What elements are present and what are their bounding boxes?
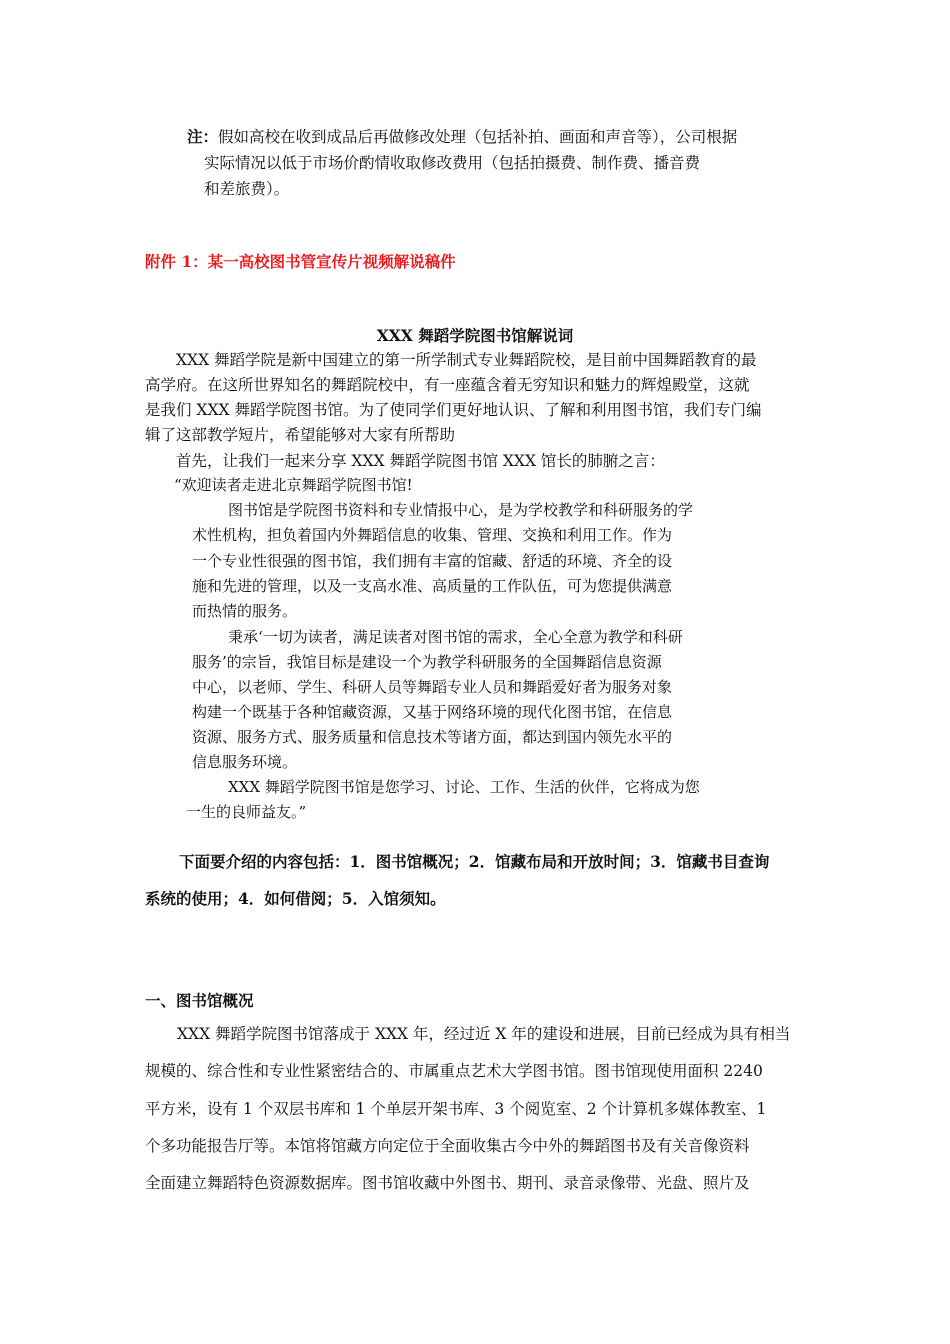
quote-line: 构建一个既基于各种馆藏资源，又基于网络环境的现代化图书馆，在信息 (192, 703, 673, 721)
doc-title: XXX 舞蹈学院图书馆解说词 (376, 326, 574, 345)
quote-line: 而热情的服务。 (192, 602, 298, 620)
contents-line: 下面要介绍的内容包括：1．图书馆概况；2．馆藏布局和开放时间；3．馆藏书目查询 (179, 852, 770, 871)
contents-line: 系统的使用；4．如何借阅；5．入馆须知。 (145, 889, 446, 908)
quote-line: 服务’的宗旨，我馆目标是建设一个为教学科研服务的全国舞蹈信息资源 (192, 653, 662, 671)
quote-line: 秉承‘一切为读者，满足读者对图书馆的需求，全心全意为教学和科研 (228, 628, 683, 646)
quote-line: 施和先进的管理，以及一支高水准、高质量的工作队伍，可为您提供满意 (192, 577, 673, 595)
quote-line: 中心，以老师、学生、科研人员等舞蹈专业人员和舞蹈爱好者为服务对象 (192, 678, 673, 696)
intro-line: 高学府。在这所世界知名的舞蹈院校中，有一座蕴含着无穷知识和魅力的辉煌殿堂，这就 (145, 376, 750, 394)
attachment-heading: 附件 1：某一高校图书管宣传片视频解说稿件 (145, 252, 456, 271)
quote-line: 一个专业性很强的图书馆，我们拥有丰富的馆藏、舒适的环境、齐全的设 (192, 552, 673, 570)
section-line: 全面建立舞蹈特色资源数据库。图书馆收藏中外图书、期刊、录音录像带、光盘、照片及 (145, 1174, 750, 1192)
section-line: 平方米，设有 1 个双层书库和 1 个单层开架书库、3 个阅览室、2 个计算机多媒体教室、1 (145, 1100, 767, 1118)
intro-line: 辑了这部教学短片，希望能够对大家有所帮助 (145, 426, 456, 444)
section-line: 规模的、综合性和专业性紧密结合的、市属重点艺术大学图书馆。图书馆现使用面积 2240 (145, 1062, 763, 1080)
section-line: XXX 舞蹈学院图书馆落成于 XXX 年，经过近 X 年的建设和进展，目前已经成为具有相当 (177, 1025, 791, 1043)
section-line: 个多功能报告厅等。本馆将馆藏方向定位于全面收集古今中外的舞蹈图书及有关音像资料 (145, 1137, 750, 1155)
note-line-3: 和差旅费）。 (204, 180, 290, 198)
lead-in: 首先，让我们一起来分享 XXX 舞蹈学院图书馆 XXX 馆长的肺腑之言： (176, 452, 665, 470)
quote-line: 图书馆是学院图书资料和专业情报中心，是为学校教学和科研服务的学 (228, 501, 694, 519)
note-text-1: 假如高校在收到成品后再做修改处理（包括补拍、画面和声音等），公司根据 (218, 128, 738, 146)
intro-line: 是我们 XXX 舞蹈学院图书馆。为了使同学们更好地认识、了解和利用图书馆，我们专门编 (145, 401, 762, 419)
quote-line: XXX 舞蹈学院图书馆是您学习、讨论、工作、生活的伙伴，它将成为您 (228, 778, 700, 796)
quote-line: 信息服务环境。 (192, 753, 298, 771)
section-heading: 一、图书馆概况 (145, 991, 254, 1010)
note-line-2: 实际情况以低于市场价酌情收取修改费用（包括拍摄费、制作费、播音费 (204, 154, 701, 172)
intro-line: XXX 舞蹈学院是新中国建立的第一所学制式专业舞蹈院校，是目前中国舞蹈教育的最 (176, 351, 757, 369)
quote-line: 一生的良师益友。” (186, 803, 307, 821)
note-line-1 (187, 127, 737, 147)
note-label: 注： (187, 127, 219, 146)
quote-line: 术性机构，担负着国内外舞蹈信息的收集、管理、交换和利用工作。作为 (192, 526, 673, 544)
quote-line: “欢迎读者走进北京舞蹈学院图书馆! (174, 476, 413, 494)
quote-line: 资源、服务方式、服务质量和信息技术等诸方面，都达到国内领先水平的 (192, 728, 673, 746)
